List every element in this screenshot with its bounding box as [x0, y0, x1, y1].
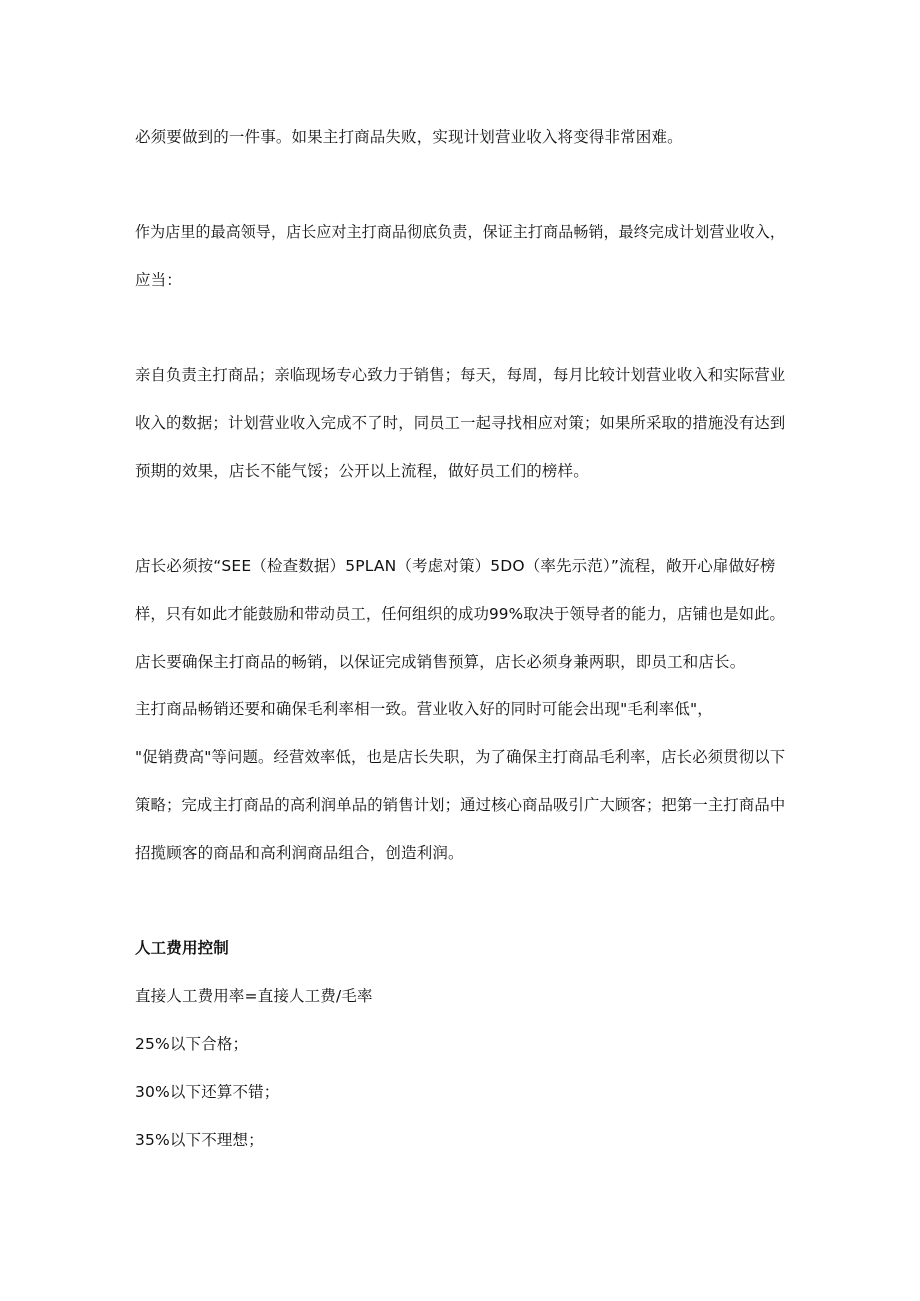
- paragraph-line: 样，只有如此才能鼓励和带动员工，任何组织的成功99%取决于领导者的能力，店铺也是如此。: [135, 605, 785, 623]
- paragraph-line: 招揽顾客的商品和高利润商品组合，创造利润。: [135, 844, 464, 862]
- paragraph-line: 亲自负责主打商品；亲临现场专心致力于销售；每天，每周，每月比较计划营业收入和实际营业: [135, 366, 786, 384]
- paragraph-line: 预期的效果，店长不能气馁；公开以上流程，做好员工们的榜样。: [135, 462, 589, 480]
- section-heading: 人工费用控制: [135, 939, 229, 957]
- list-item: 25%以下合格；: [135, 1035, 249, 1053]
- paragraph-line: 策略；完成主打商品的高利润单品的销售计划；通过核心商品吸引广大顾客；把第一主打商品中: [135, 796, 786, 814]
- paragraph-line: 必须要做到的一件事。如果主打商品失败，实现计划营业收入将变得非常困难。: [135, 128, 683, 146]
- paragraph-line: 作为店里的最高领导，店长应对主打商品彻底负责，保证主打商品畅销，最终完成计划营业收入，: [135, 223, 785, 241]
- list-item: 35%以下不理想；: [135, 1131, 264, 1149]
- paragraph-line: 收入的数据；计划营业收入完成不了时，同员工一起寻找相应对策；如果所采取的措施没有达到: [135, 414, 786, 432]
- paragraph-line: 应当：: [135, 271, 182, 289]
- paragraph-line: "促销费高"等问题。经营效率低，也是店长失职，为了确保主打商品毛利率，店长必须贯彻以下: [135, 748, 786, 766]
- paragraph-line: 主打商品畅销还要和确保毛利率相一致。营业收入好的同时可能会出现"毛利率低"，: [135, 700, 713, 718]
- list-item: 30%以下还算不错；: [135, 1083, 280, 1101]
- paragraph-line: 店长要确保主打商品的畅销，以保证完成销售预算，店长必须身兼两职，即员工和店长。: [135, 653, 746, 671]
- paragraph-line: 店长必须按“SEE（检查数据）5PLAN（考虑对策）5DO（率先示范）”流程，敞开心扉做好榜: [135, 557, 776, 575]
- formula-line: 直接人工费用率=直接人工费/毛率: [135, 987, 373, 1005]
